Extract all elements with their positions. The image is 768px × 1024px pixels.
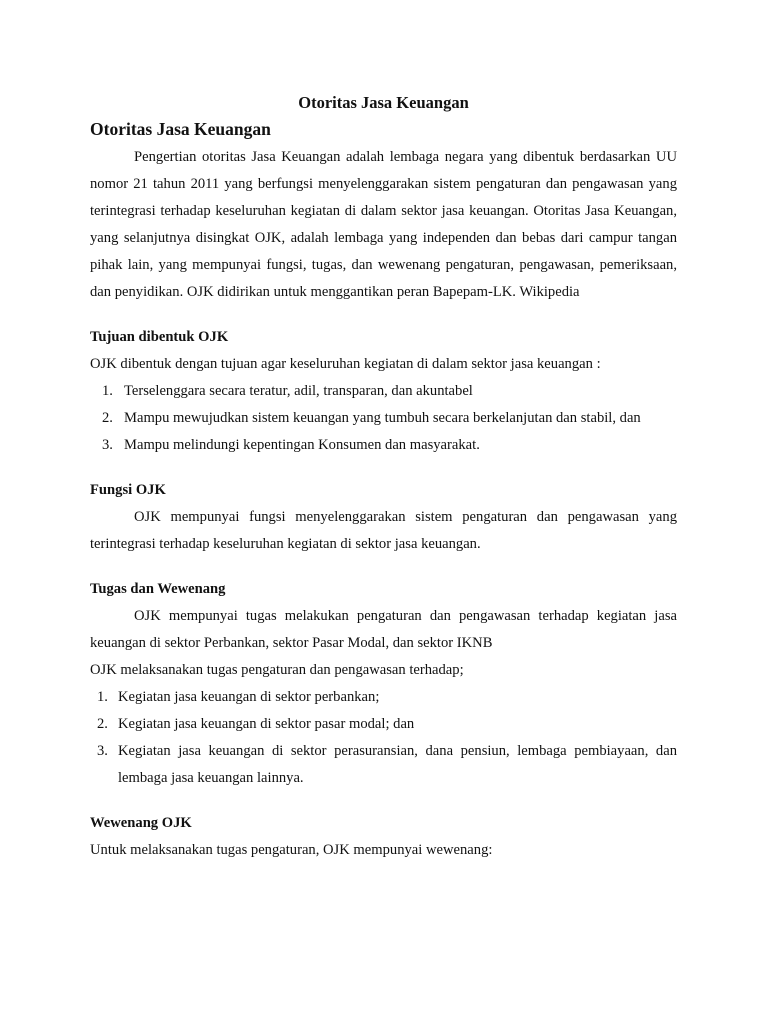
tugas-paragraph: OJK mempunyai tugas melakukan pengaturan dan pengawasan terhadap kegiatan jasa keuangan di sektor Perbankan, sektor Pasar Modal, dan sektor IKNB [90, 608, 677, 651]
tugas-lead: OJK melaksanakan tugas pengaturan dan pengawasan terhadap; [90, 662, 464, 678]
tujuan-lead: OJK dibentuk dengan tujuan agar keseluruhan kegiatan di dalam sektor jasa keuangan : [90, 356, 601, 372]
list-item [90, 738, 677, 792]
spacer [90, 792, 677, 810]
list-number: 1. [102, 383, 113, 399]
document-title: Otoritas Jasa Keuangan [298, 93, 469, 112]
list-number: 1. [97, 689, 108, 705]
tujuan-heading: Tujuan dibentuk OJK [90, 329, 229, 345]
list-number: 2. [97, 716, 108, 732]
spacer [90, 558, 677, 576]
list-item [90, 684, 677, 711]
fungsi-paragraph: OJK mempunyai fungsi menyelenggarakan sistem pengaturan dan pengawasan yang terintegrasi terhadap keseluruhan kegiatan di sektor jasa keuangan. [90, 509, 677, 552]
list-item [90, 378, 677, 405]
list-number: 2. [102, 410, 113, 426]
list-number: 3. [102, 437, 113, 453]
fungsi-heading: Fungsi OJK [90, 482, 166, 498]
list-text: Kegiatan jasa keuangan di sektor perbankan; [118, 689, 380, 705]
spacer [90, 459, 677, 477]
intro-paragraph: Pengertian otoritas Jasa Keuangan adalah lembaga negara yang dibentuk berdasarkan UU nomor 21 tahun 2011 yang berfungsi menyelenggarakan sistem pengaturan dan pengawasan yang terintegrasi terhadap keseluruhan kegiatan di dalam sektor jasa keuangan. Otoritas Jasa Keuangan, yang selanjutnya disingkat OJK, adalah lembaga yang independen dan bebas dari campur tangan pihak lain, yang mempunyai fungsi, tugas, dan wewenang pengaturan, pengawasan, pemeriksaan, dan penyidikan. OJK didirikan untuk menggantikan peran Bapepam-LK. Wikipedia [90, 149, 677, 300]
list-text: Kegiatan jasa keuangan di sektor pasar modal; dan [118, 716, 415, 732]
list-text: Mampu melindungi kepentingan Konsumen dan masyarakat. [124, 437, 480, 453]
list-text: Kegiatan jasa keuangan di sektor perasuransian, dana pensiun, lembaga pembiayaan, dan lembaga jasa keuangan lainnya. [118, 743, 677, 786]
list-item [90, 432, 677, 459]
list-item [90, 405, 677, 432]
tujuan-list [90, 378, 677, 459]
wewenang-heading: Wewenang OJK [90, 815, 192, 831]
tugas-list [90, 684, 677, 792]
list-item [90, 711, 677, 738]
list-text: Terselenggara secara teratur, adil, transparan, dan akuntabel [124, 383, 473, 399]
wewenang-lead: Untuk melaksanakan tugas pengaturan, OJK mempunyai wewenang: [90, 842, 493, 858]
tugas-heading: Tugas dan Wewenang [90, 581, 226, 597]
section-heading: Otoritas Jasa Keuangan [90, 119, 271, 139]
list-text: Mampu mewujudkan sistem keuangan yang tumbuh secara berkelanjutan dan stabil, dan [124, 410, 641, 426]
spacer [90, 306, 677, 324]
list-number: 3. [97, 743, 108, 759]
